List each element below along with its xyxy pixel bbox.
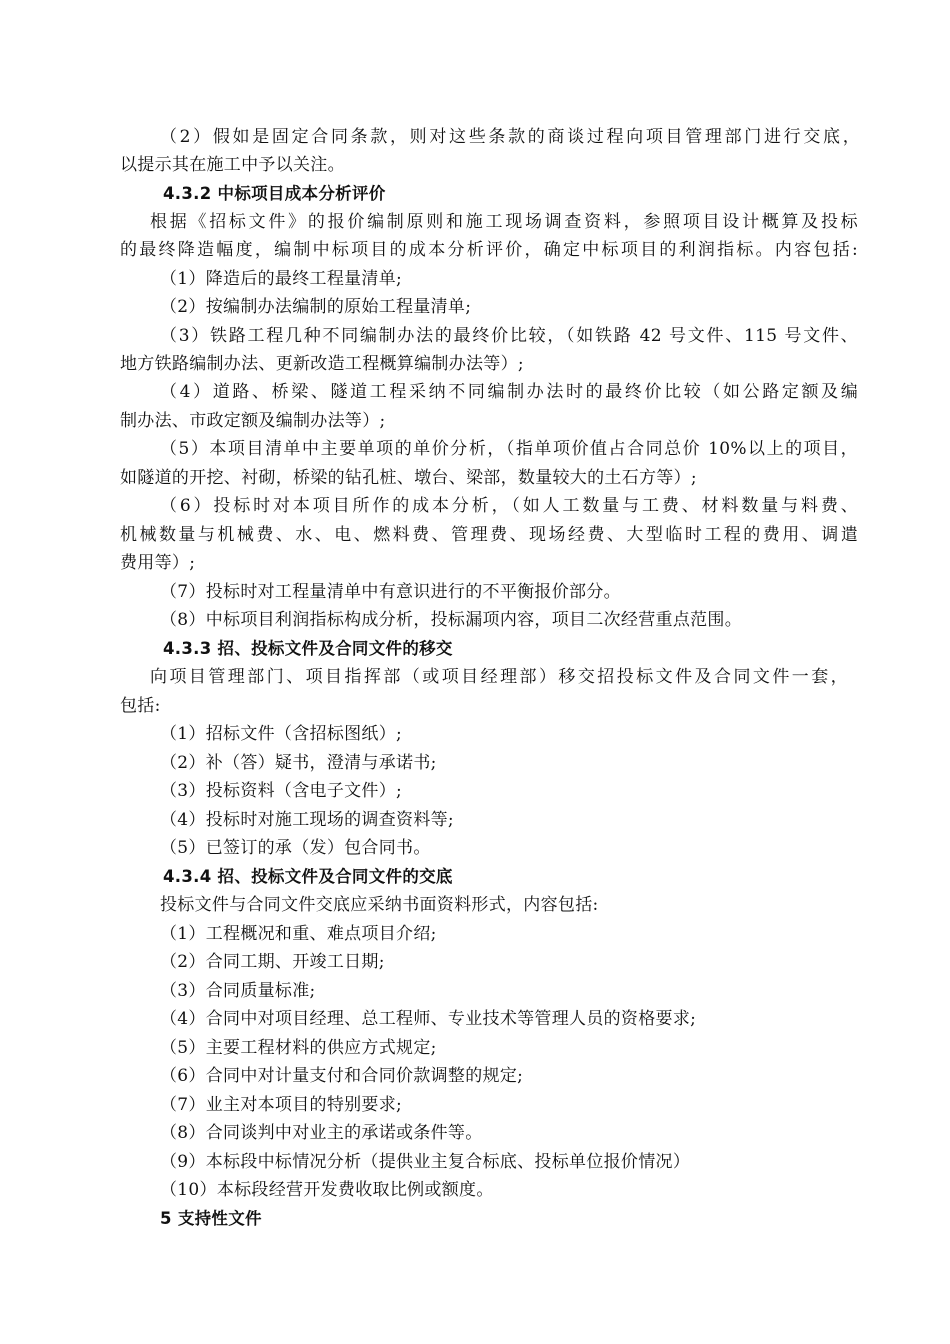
list-item: （3）铁路工程几种不同编制办法的最终价比较，（如铁路 42 号文件、115 号文件、 xyxy=(160,326,858,346)
list-item-continuation: 机械数量与机械费、水、电、燃料费、管理费、现场经费、大型临时工程的费用、调遣 xyxy=(120,525,858,545)
list-item: （4）合同中对项目经理、总工程师、专业技术等管理人员的资格要求; xyxy=(160,1009,697,1029)
list-item: （5）已签订的承（发）包合同书。 xyxy=(160,838,431,858)
paragraph-line: 向项目管理部门、项目指挥部（或项目经理部）移交招投标文件及合同文件一套， xyxy=(150,667,848,687)
list-item: （10）本标段经营开发费收取比例或额度。 xyxy=(160,1180,494,1200)
list-item: （5）主要工程材料的供应方式规定; xyxy=(160,1038,437,1058)
paragraph-line: （2）假如是固定合同条款，则对这些条款的商谈过程向项目管理部门进行交底， xyxy=(160,127,860,147)
list-item: （2）合同工期、开竣工日期; xyxy=(160,952,385,972)
list-item: （7）投标时对工程量清单中有意识进行的不平衡报价部分。 xyxy=(160,582,621,602)
list-item: （1）降造后的最终工程量清单; xyxy=(160,269,403,289)
section-heading-4-3-3: 4.3.3 招、投标文件及合同文件的移交 xyxy=(163,639,453,658)
list-item: （4）投标时对施工现场的调查资料等; xyxy=(160,810,454,830)
list-item: （5）本项目清单中主要单项的单价分析，（指单项价值占合同总价 10%以上的项目， xyxy=(160,439,858,459)
list-item: （8）中标项目利润指标构成分析，投标漏项内容，项目二次经营重点范围。 xyxy=(160,610,743,630)
list-item: （7）业主对本项目的特别要求; xyxy=(160,1095,403,1115)
list-item: （1）工程概况和重、难点项目介绍; xyxy=(160,924,437,944)
section-heading-5: 5 支持性文件 xyxy=(160,1209,262,1228)
list-item: （1）招标文件（含招标图纸）; xyxy=(160,724,403,744)
list-item: （2）按编制办法编制的原始工程量清单; xyxy=(160,297,472,317)
list-item: （8）合同谈判中对业主的承诺或条件等。 xyxy=(160,1123,483,1143)
list-item-continuation: 地方铁路编制办法、更新改造工程概算编制办法等）; xyxy=(120,354,524,374)
paragraph-line: 的最终降造幅度，编制中标项目的成本分析评价，确定中标项目的利润指标。内容包括: xyxy=(120,240,858,260)
section-heading-4-3-4: 4.3.4 招、投标文件及合同文件的交底 xyxy=(163,867,453,886)
paragraph-line: 以提示其在施工中予以关注。 xyxy=(120,155,345,175)
paragraph-line: 根据《招标文件》的报价编制原则和施工现场调查资料，参照项目设计概算及投标 xyxy=(150,212,858,232)
list-item: （9）本标段中标情况分析（提供业主复合标底、投标单位报价情况） xyxy=(160,1152,691,1172)
list-item-continuation: 费用等）; xyxy=(120,553,196,573)
list-item: （3）合同质量标准; xyxy=(160,981,316,1001)
list-item-continuation: 如隧道的开挖、衬砌，桥梁的钻孔桩、墩台、梁部，数量较大的土石方等）; xyxy=(120,468,697,488)
list-item: （6）合同中对计量支付和合同价款调整的规定; xyxy=(160,1066,524,1086)
list-item-continuation: 制办法、市政定额及编制办法等）; xyxy=(120,411,386,431)
list-item: （6）投标时对本项目所作的成本分析，（如人工数量与工费、材料数量与料费、 xyxy=(160,496,858,516)
list-item: （3）投标资料（含电子文件）; xyxy=(160,781,403,801)
paragraph-line: 包括: xyxy=(120,696,161,716)
list-item: （2）补（答）疑书，澄清与承诺书; xyxy=(160,753,437,773)
list-item: （4）道路、桥梁、隧道工程采纳不同编制办法时的最终价比较（如公路定额及编 xyxy=(160,382,858,402)
section-heading-4-3-2: 4.3.2 中标项目成本分析评价 xyxy=(163,184,386,203)
paragraph-line: 投标文件与合同文件交底应采纳书面资料形式，内容包括: xyxy=(160,895,599,915)
